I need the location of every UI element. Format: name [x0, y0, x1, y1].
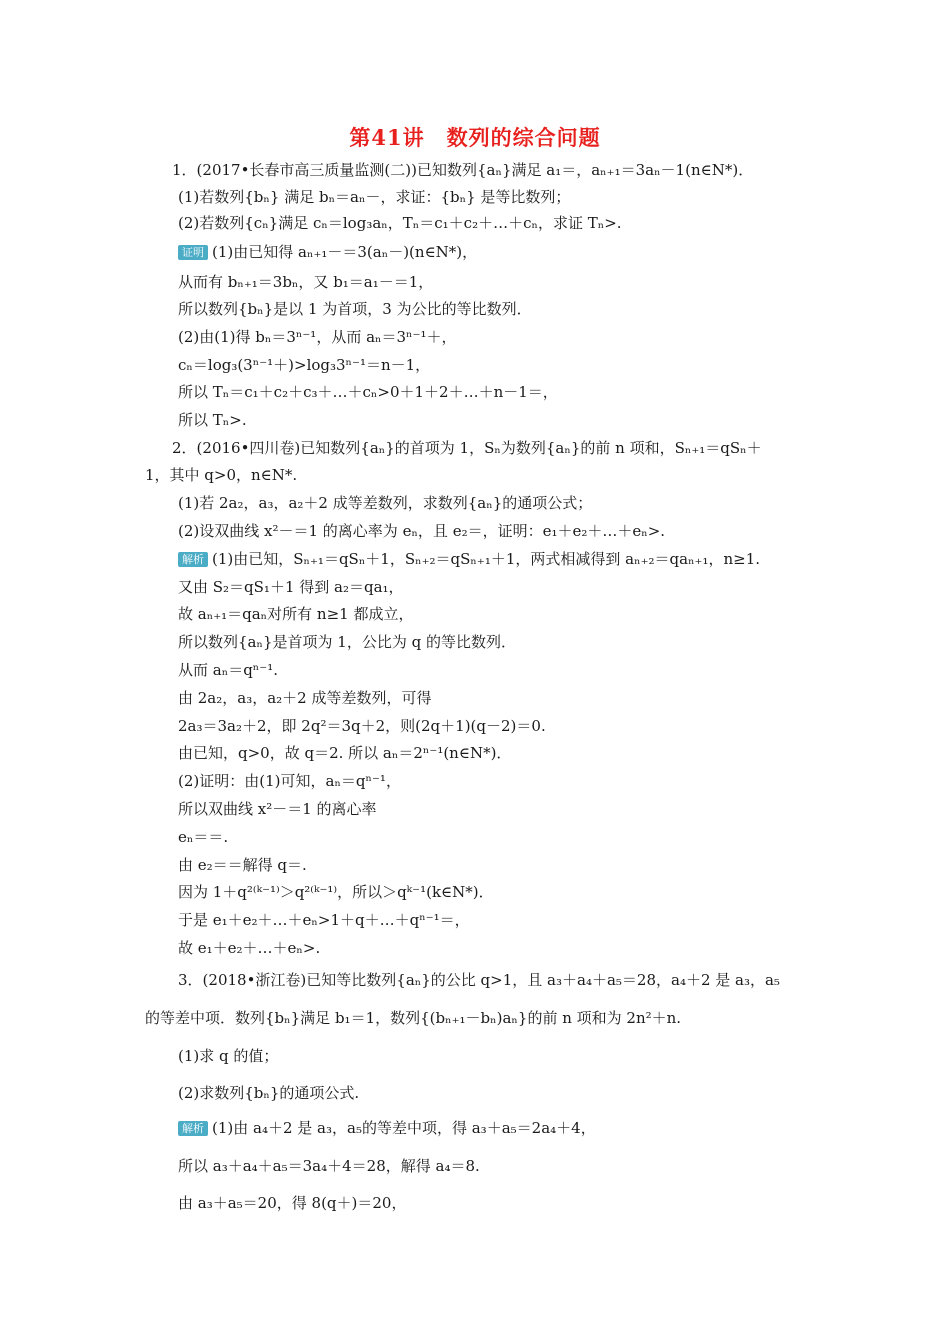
- text-line: [178, 771, 401, 791]
- line-text: 从而 aₙ＝qⁿ⁻¹.: [178, 661, 278, 679]
- text-line: [178, 1046, 278, 1066]
- text-line: [178, 688, 432, 708]
- line-text: (2)求数列{bₙ}的通项公式.: [178, 1084, 360, 1102]
- text-line: [172, 438, 762, 458]
- line-text: (2)由(1)得 bₙ＝3ⁿ⁻¹，从而 aₙ＝3ⁿ⁻¹＋，: [178, 328, 457, 346]
- line-text: 1，其中 q>0，n∈N*.: [145, 466, 298, 484]
- text-line: [178, 1083, 359, 1103]
- line-text: 所以 a₃＋a₄＋a₅＝3a₄＋4＝28，解得 a₄＝8.: [178, 1157, 480, 1175]
- text-line: [178, 855, 307, 875]
- line-text: (1)由已知，Sₙ₊₁＝qSₙ＋1，Sₙ₊₂＝qSₙ₊₁＋1，两式相减得到 aₙ₊₂＝qaₙ₊₁，n≥1.: [212, 550, 761, 568]
- text-line: [178, 1118, 596, 1138]
- text-line: [178, 493, 592, 513]
- line-text: 所以数列{aₙ}是首项为 1，公比为 q 的等比数列．: [178, 633, 516, 651]
- text-line: [178, 355, 430, 375]
- answer-label-badge: 解析: [178, 1121, 208, 1136]
- line-text: (1)若数列{bₙ} 满足 bₙ＝aₙ－，求证：{bₙ} 是等比数列；: [178, 188, 571, 206]
- line-text: eₙ＝＝.: [178, 828, 229, 846]
- line-text: 1．(2017•长春市高三质量监测(二))已知数列{aₙ}满足 a₁＝，aₙ₊₁＝3aₙ－1(n∈N*)．: [172, 161, 754, 179]
- text-line: [172, 160, 753, 180]
- text-line: [178, 382, 558, 402]
- line-text: (1)由已知得 aₙ₊₁－＝3(aₙ－)(n∈N*)，: [212, 243, 478, 261]
- line-text: 所以双曲线 x²－＝1 的离心率: [178, 800, 377, 818]
- line-text: 由已知，q>0，故 q＝2. 所以 aₙ＝2ⁿ⁻¹(n∈N*)．: [178, 744, 512, 762]
- line-text: 于是 e₁＋e₂＋…＋eₙ>1＋q＋…＋qⁿ⁻¹＝，: [178, 911, 470, 929]
- answer-label-badge: 证明: [178, 245, 208, 260]
- text-line: [178, 938, 320, 958]
- page-title: 第41讲 数列的综合问题: [349, 125, 601, 150]
- line-text: (2)证明：由(1)可知，aₙ＝qⁿ⁻¹，: [178, 772, 401, 790]
- text-line: [178, 910, 470, 930]
- line-text: 所以 Tₙ＝c₁＋c₂＋c₃＋…＋cₙ>0＋1＋2＋…＋n－1＝，: [178, 383, 558, 401]
- text-line: [178, 604, 413, 624]
- line-text: (1)若 2a₂，a₃，a₂＋2 成等差数列，求数列{aₙ}的通项公式；: [178, 494, 593, 512]
- text-line: [178, 242, 477, 262]
- line-text: 的等差中项．数列{bₙ}满足 b₁＝1，数列{(bₙ₊₁－bₙ)aₙ}的前 n 项和为 2n²＋n.: [145, 1009, 682, 1027]
- line-text: 所以数列{bₙ}是以 1 为首项，3 为公比的等比数列．: [178, 300, 532, 318]
- line-text: 因为 1＋q²⁽ᵏ⁻¹⁾＞q²⁽ᵏ⁻¹⁾，所以＞qᵏ⁻¹(k∈N*)．: [178, 883, 494, 901]
- text-line: [178, 410, 247, 430]
- line-text: cₙ＝log₃(3ⁿ⁻¹＋)>log₃3ⁿ⁻¹＝n－1，: [178, 356, 431, 374]
- text-line: [178, 799, 377, 819]
- text-line: [178, 577, 404, 597]
- text-line: [178, 632, 516, 652]
- line-text: 从而有 bₙ₊₁＝3bₙ，又 b₁＝a₁－＝1，: [178, 273, 434, 291]
- text-line: [145, 465, 297, 485]
- line-text: 所以 Tₙ>.: [178, 411, 247, 429]
- text-line: [145, 1008, 681, 1028]
- text-line: [178, 327, 456, 347]
- text-line: [178, 521, 665, 541]
- text-line: [178, 716, 546, 736]
- text-line: [178, 187, 570, 207]
- text-line: [178, 743, 511, 763]
- text-line: [178, 1156, 480, 1176]
- line-text: 由 a₃＋a₅＝20，得 8(q＋)＝20，: [178, 1194, 407, 1212]
- answer-label-badge: 解析: [178, 552, 208, 567]
- line-text: 2a₃＝3a₂＋2，即 2q²＝3q＋2，则(2q＋1)(q－2)＝0.: [178, 717, 546, 735]
- text-line: [178, 827, 228, 847]
- text-line: [178, 549, 760, 569]
- line-text: (2)设双曲线 x²－＝1 的离心率为 eₙ，且 e₂＝，证明：e₁＋e₂＋…＋eₙ>.: [178, 522, 666, 540]
- line-text: 故 aₙ₊₁＝qaₙ对所有 n≥1 都成立，: [178, 605, 414, 623]
- line-text: (1)由 a₄＋2 是 a₃，a₅的等差中项，得 a₃＋a₅＝2a₄＋4，: [212, 1119, 596, 1137]
- line-text: 又由 S₂＝qS₁＋1 得到 a₂＝qa₁，: [178, 578, 404, 596]
- line-text: 由 2a₂，a₃，a₂＋2 成等差数列，可得: [178, 689, 432, 707]
- line-text: (1)求 q 的值；: [178, 1047, 279, 1065]
- line-text: 2．(2016•四川卷)已知数列{aₙ}的首项为 1，Sₙ为数列{aₙ}的前 n 项和，Sₙ₊₁＝qSₙ＋: [172, 439, 762, 457]
- text-line: [178, 970, 780, 990]
- text-line: [178, 882, 494, 902]
- line-text: 3．(2018•浙江卷)已知等比数列{aₙ}的公比 q>1，且 a₃＋a₄＋a₅＝28，a₄＋2 是 a₃，a₅: [178, 971, 780, 989]
- line-text: 由 e₂＝＝解得 q＝.: [178, 856, 307, 874]
- line-text: 故 e₁＋e₂＋…＋eₙ>.: [178, 939, 321, 957]
- text-line: [178, 660, 278, 680]
- text-line: [178, 213, 622, 233]
- line-text: (2)若数列{cₙ}满足 cₙ＝log₃aₙ，Tₙ＝c₁＋c₂＋…＋cₙ，求证 Tₙ>.: [178, 214, 622, 232]
- text-line: [178, 1193, 406, 1213]
- text-line: [178, 299, 532, 319]
- text-line: [178, 272, 433, 292]
